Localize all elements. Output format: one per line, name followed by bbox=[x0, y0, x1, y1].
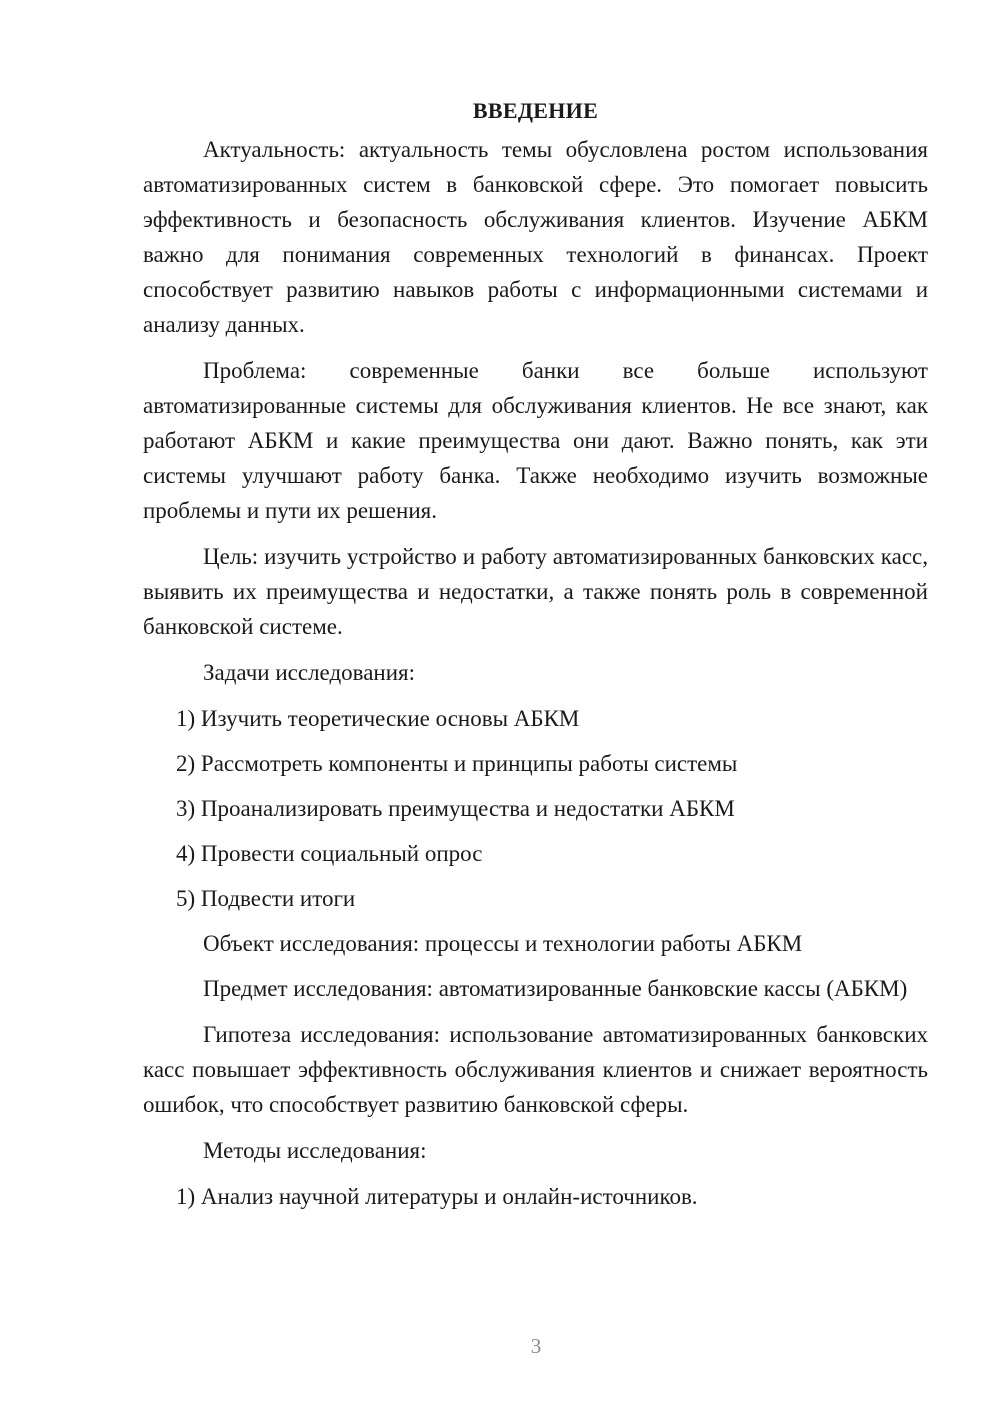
methods-heading: Методы исследования: bbox=[203, 1138, 427, 1163]
tasks-heading: Задачи исследования: bbox=[203, 660, 416, 685]
task-item: 2) Рассмотреть компоненты и принципы работы системы bbox=[176, 751, 738, 776]
goal-paragraph: Цель: изучить устройство и работу автоматизированных банковских касс, выявить их преимущества и недостатки, а также понять роль в современной банковской системе. bbox=[143, 544, 928, 639]
hypothesis-paragraph: Гипотеза исследования: использование автоматизированных банковских касс повышает эффективность обслуживания клиентов и снижает вероятность ошибок, что способствует развитию банковской сферы. bbox=[143, 1022, 928, 1117]
relevance-paragraph: Актуальность: актуальность темы обусловлена ростом использования автоматизированных систем в банковской сфере. Это помогает повысить эффективность и безопасность обслуживания клиентов. Изучение АБКМ важно для понимания современных технологий в финансах. Проект способствует развитию навыков работы с информационными системами и анализу данных. bbox=[143, 137, 928, 337]
method-item: 1) Анализ научной литературы и онлайн-источников. bbox=[176, 1184, 698, 1209]
task-item: 4) Провести социальный опрос bbox=[176, 841, 483, 866]
object-paragraph: Объект исследования: процессы и технологии работы АБКМ bbox=[203, 931, 803, 956]
task-item: 1) Изучить теоретические основы АБКМ bbox=[176, 706, 580, 731]
page-number: 3 bbox=[530, 1334, 542, 1358]
page-content bbox=[143, 93, 928, 1214]
subject-paragraph: Предмет исследования: автоматизированные банковские кассы (АБКМ) bbox=[203, 976, 908, 1001]
task-item: 5) Подвести итоги bbox=[176, 886, 356, 911]
task-item: 3) Проанализировать преимущества и недостатки АБКМ bbox=[176, 796, 735, 821]
problem-paragraph: Проблема: современные банки все больше используют автоматизированные системы для обслуживания клиентов. Не все знают, как работают АБКМ и какие преимущества они дают. Важно понять, как эти системы улучшают работу банка. Также необходимо изучить возможные проблемы и пути их решения. bbox=[143, 358, 928, 523]
section-title: ВВЕДЕНИЕ bbox=[472, 98, 599, 123]
